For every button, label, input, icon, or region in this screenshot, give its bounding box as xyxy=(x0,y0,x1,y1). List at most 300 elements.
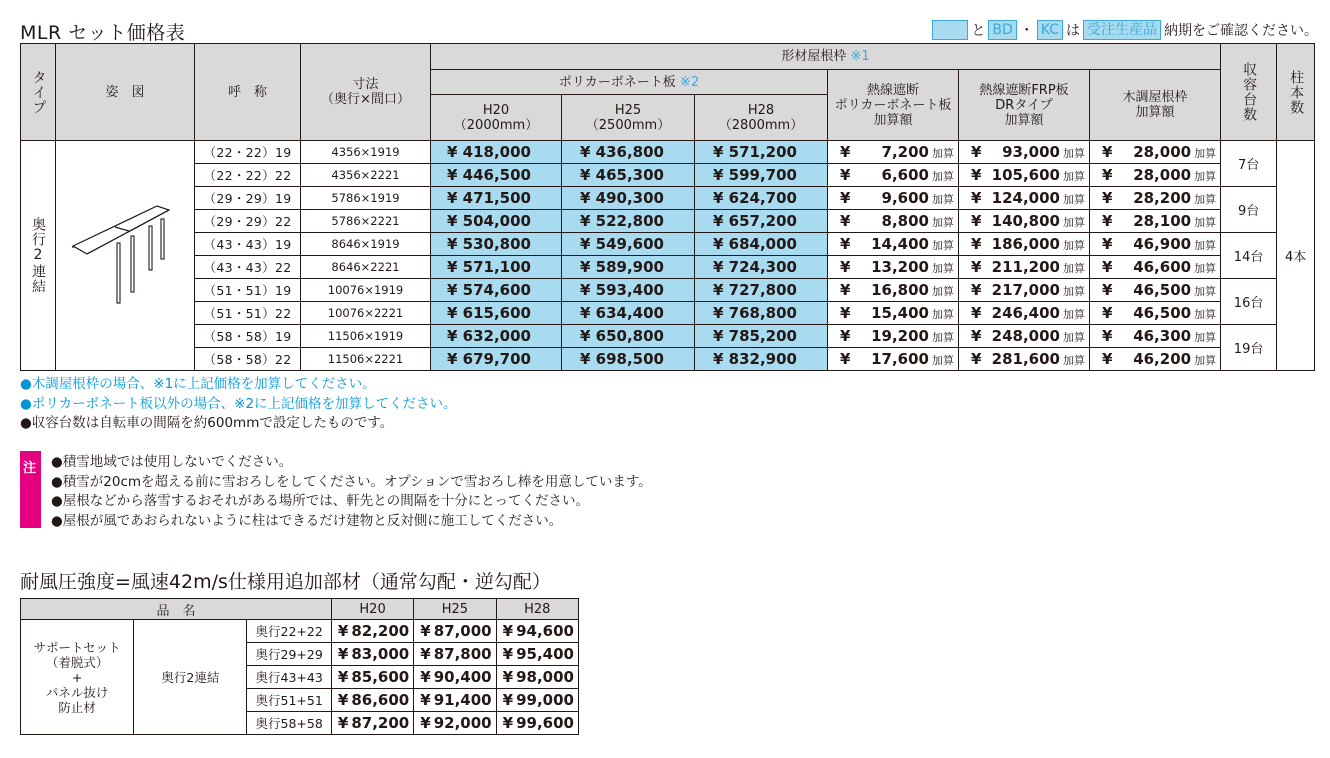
add-frp xyxy=(959,187,1090,210)
add-value: 281,600 xyxy=(991,350,1060,368)
price-h20 xyxy=(431,233,562,256)
dimension: 11506×1919 xyxy=(301,325,431,348)
price-value: 727,800 xyxy=(728,281,797,299)
add-unit: 加算 xyxy=(932,262,954,275)
add-unit: 加算 xyxy=(1194,285,1217,298)
price-value: 490,300 xyxy=(595,189,664,207)
yen-sign: ¥ xyxy=(713,166,724,184)
table-row xyxy=(21,187,1315,210)
yen-sign: ¥ xyxy=(713,235,724,253)
add-value: 46,200 xyxy=(1133,350,1192,368)
yen-sign: ¥ xyxy=(580,235,591,253)
add-unit: 加算 xyxy=(1063,170,1085,183)
yen-sign: ¥ xyxy=(840,189,851,207)
add-unit: 加算 xyxy=(932,216,954,229)
add-value: 93,000 xyxy=(1002,143,1060,161)
yen-sign: ¥ xyxy=(713,212,724,230)
item-name-line: サポートセット xyxy=(33,639,121,655)
order-tag: 受注生産品 xyxy=(1083,20,1161,40)
price-h20 xyxy=(431,164,562,187)
sub-header-item: 品 名 xyxy=(21,599,332,620)
price-h28 xyxy=(695,348,828,371)
yen-sign: ¥ xyxy=(420,691,431,709)
depth-cell: 奥行43+43 xyxy=(247,666,331,689)
add-value: 14,400 xyxy=(871,235,929,253)
sub-price-h25 xyxy=(414,620,496,643)
yen-sign: ¥ xyxy=(1102,143,1113,161)
yen-sign: ¥ xyxy=(971,189,982,207)
add-unit: 加算 xyxy=(932,354,954,367)
header-name: 呼 称 xyxy=(195,44,301,141)
price-value: 615,600 xyxy=(462,304,531,322)
yen-sign: ¥ xyxy=(337,714,349,732)
add-wood xyxy=(1090,141,1221,164)
item-name-line: （着脱式） xyxy=(45,654,109,670)
price-value: 471,500 xyxy=(462,189,531,207)
add-frp xyxy=(959,279,1090,302)
price-h28 xyxy=(695,279,828,302)
price-h28 xyxy=(695,302,828,325)
add-value: 248,000 xyxy=(991,327,1060,345)
add-frp xyxy=(959,256,1090,279)
add-value: 140,800 xyxy=(991,212,1060,230)
add-value: 6,600 xyxy=(881,166,929,184)
item-name-line: 防止材 xyxy=(58,699,96,715)
header-frp: 熱線遮断FRP板 DRタイプ 加算額 xyxy=(959,70,1090,141)
note-line: ●ポリカーボネート板以外の場合、※2に上記価格を加算してください。 xyxy=(20,395,457,412)
page-title: MLR セット価格表 xyxy=(20,22,186,44)
price-value: 92,000 xyxy=(433,714,492,732)
add-unit: 加算 xyxy=(1063,308,1085,321)
yen-sign: ¥ xyxy=(840,281,851,299)
add-frp xyxy=(959,210,1090,233)
add-heat xyxy=(828,279,959,302)
yen-sign: ¥ xyxy=(971,143,982,161)
table-row xyxy=(21,164,1315,187)
add-value: 46,500 xyxy=(1133,304,1192,322)
model-code: （58・58）19 xyxy=(195,325,301,348)
price-value: 593,400 xyxy=(595,281,664,299)
yen-sign: ¥ xyxy=(840,350,851,368)
yen-sign: ¥ xyxy=(840,258,851,276)
price-value: 832,900 xyxy=(728,350,797,368)
price-table xyxy=(20,43,1315,371)
add-unit: 加算 xyxy=(1194,147,1217,160)
yen-sign: ¥ xyxy=(713,143,724,161)
caution-badge: 注 xyxy=(20,451,41,528)
price-h28 xyxy=(695,187,828,210)
price-value: 522,800 xyxy=(595,212,664,230)
add-unit: 加算 xyxy=(932,239,954,252)
price-value: 571,100 xyxy=(462,258,531,276)
add-heat xyxy=(828,325,959,348)
add-wood xyxy=(1090,187,1221,210)
add-wood xyxy=(1090,256,1221,279)
price-value: 632,000 xyxy=(462,327,531,345)
yen-sign: ¥ xyxy=(1102,212,1113,230)
yen-sign: ¥ xyxy=(840,143,851,161)
yen-sign: ¥ xyxy=(840,235,851,253)
price-value: 87,200 xyxy=(351,714,410,732)
price-h28 xyxy=(695,256,828,279)
table-row xyxy=(21,233,1315,256)
header-h20: H20 （2000mm） xyxy=(431,95,562,141)
add-frp xyxy=(959,348,1090,371)
yen-sign: ¥ xyxy=(502,622,514,640)
header-poly: ポリカーボネート板 ※2 xyxy=(431,70,828,95)
sub-price-h25 xyxy=(414,712,496,735)
caution-line: ●積雪が20cmを超える前に雪おろしをしてください。オプションで雪おろし棒を用意しています。 xyxy=(51,473,652,490)
yen-sign: ¥ xyxy=(971,304,982,322)
bd-tag: BD xyxy=(988,20,1016,40)
price-h25 xyxy=(562,348,695,371)
yen-sign: ¥ xyxy=(1102,281,1113,299)
sub-price-h20 xyxy=(331,620,413,643)
add-value: 105,600 xyxy=(991,166,1060,184)
table-row xyxy=(21,210,1315,233)
price-h28 xyxy=(695,325,828,348)
price-value: 504,000 xyxy=(462,212,531,230)
add-value: 246,400 xyxy=(991,304,1060,322)
add-unit: 加算 xyxy=(1063,193,1085,206)
price-h28 xyxy=(695,164,828,187)
add-unit: 加算 xyxy=(1063,331,1085,344)
add-unit: 加算 xyxy=(932,331,954,344)
sub-price-h28 xyxy=(496,666,578,689)
price-h25 xyxy=(562,210,695,233)
add-value: 46,500 xyxy=(1133,281,1192,299)
add-frp xyxy=(959,325,1090,348)
add-unit: 加算 xyxy=(1063,262,1085,275)
price-h20 xyxy=(431,325,562,348)
price-value: 624,700 xyxy=(728,189,797,207)
add-value: 46,900 xyxy=(1133,235,1192,253)
sub-price-h28 xyxy=(496,620,578,643)
add-unit: 加算 xyxy=(1063,147,1085,160)
dimension: 10076×2221 xyxy=(301,302,431,325)
add-unit: 加算 xyxy=(1194,308,1217,321)
yen-sign: ¥ xyxy=(420,668,431,686)
yen-sign: ¥ xyxy=(337,668,349,686)
add-unit: 加算 xyxy=(1194,331,1217,344)
yen-sign: ¥ xyxy=(840,304,851,322)
yen-sign: ¥ xyxy=(580,143,591,161)
legend-dot: ・ xyxy=(1019,23,1034,39)
model-code: （51・51）22 xyxy=(195,302,301,325)
add-unit: 加算 xyxy=(932,147,954,160)
add-value: 211,200 xyxy=(991,258,1060,276)
note-line: ●収容台数は自転車の間隔を約600mmで設定したものです。 xyxy=(20,415,394,431)
yen-sign: ¥ xyxy=(502,645,514,663)
yen-sign: ¥ xyxy=(971,350,982,368)
sub-price-h20 xyxy=(331,666,413,689)
yen-sign: ¥ xyxy=(971,327,982,345)
section2-title: 耐風圧強度=風速42m/s仕様用追加部材（通常勾配・逆勾配） xyxy=(20,571,551,593)
header-h25: H25 （2500mm） xyxy=(562,95,695,141)
sub-header-h25: H25 xyxy=(414,599,496,620)
yen-sign: ¥ xyxy=(580,304,591,322)
add-value: 13,200 xyxy=(871,258,929,276)
price-value: 465,300 xyxy=(595,166,664,184)
price-h28 xyxy=(695,210,828,233)
add-heat xyxy=(828,348,959,371)
sub-price-h28 xyxy=(496,689,578,712)
header-capacity: 収容台数 xyxy=(1221,44,1277,141)
header-frame: 形材屋根枠 ※1 xyxy=(431,44,1221,70)
price-h25 xyxy=(562,302,695,325)
pillars-cell: 4本 xyxy=(1277,141,1315,371)
add-heat xyxy=(828,141,959,164)
model-code: （43・43）22 xyxy=(195,256,301,279)
add-unit: 加算 xyxy=(932,170,954,183)
yen-sign: ¥ xyxy=(447,212,458,230)
yen-sign: ¥ xyxy=(971,212,982,230)
price-value: 85,600 xyxy=(351,668,410,686)
note-line: ●木調屋根枠の場合、※1に上記価格を加算してください。 xyxy=(20,376,376,392)
add-heat xyxy=(828,210,959,233)
yen-sign: ¥ xyxy=(1102,304,1113,322)
yen-sign: ¥ xyxy=(971,258,982,276)
add-value: 28,100 xyxy=(1133,212,1192,230)
price-h20 xyxy=(431,141,562,164)
highlight-swatch xyxy=(932,20,968,40)
add-value: 7,200 xyxy=(881,143,929,161)
add-heat xyxy=(828,256,959,279)
yen-sign: ¥ xyxy=(580,327,591,345)
yen-sign: ¥ xyxy=(447,258,458,276)
add-unit: 加算 xyxy=(932,193,954,206)
yen-sign: ¥ xyxy=(580,189,591,207)
yen-sign: ¥ xyxy=(713,350,724,368)
add-frp xyxy=(959,233,1090,256)
sub-header-h20: H20 xyxy=(331,599,413,620)
yen-sign: ¥ xyxy=(840,327,851,345)
price-h20 xyxy=(431,187,562,210)
item-name-line: + xyxy=(71,669,83,685)
legend-and: と xyxy=(971,23,986,39)
yen-sign: ¥ xyxy=(447,235,458,253)
capacity-cell: 19台 xyxy=(1221,325,1277,371)
price-value: 86,600 xyxy=(351,691,410,709)
yen-sign: ¥ xyxy=(447,189,458,207)
depth-cell: 奥行22+22 xyxy=(247,620,331,643)
yen-sign: ¥ xyxy=(337,691,349,709)
add-unit: 加算 xyxy=(1063,216,1085,229)
caution-line: ●積雪地域では使用しないでください。 xyxy=(51,454,293,470)
price-value: 530,800 xyxy=(462,235,531,253)
legend-wa: は xyxy=(1066,23,1080,39)
caution-line: ●屋根などから落雪するおそれがある場所では、軒先との間隔を十分にとってください。 xyxy=(51,493,590,509)
price-value: 436,800 xyxy=(595,143,664,161)
price-value: 99,000 xyxy=(516,691,574,709)
price-value: 599,700 xyxy=(728,166,797,184)
yen-sign: ¥ xyxy=(713,258,724,276)
yen-sign: ¥ xyxy=(713,304,724,322)
price-value: 684,000 xyxy=(728,235,797,253)
legend-confirm: 納期をご確認ください。 xyxy=(1164,23,1318,39)
add-value: 15,400 xyxy=(871,304,929,322)
price-value: 94,600 xyxy=(516,622,574,640)
price-value: 99,600 xyxy=(516,714,574,732)
capacity-cell: 16台 xyxy=(1221,279,1277,325)
add-wood xyxy=(1090,164,1221,187)
model-code: （51・51）19 xyxy=(195,279,301,302)
price-value: 87,800 xyxy=(433,645,492,663)
carport-figure xyxy=(56,141,195,371)
price-h20 xyxy=(431,256,562,279)
header-size: 寸法 （奥行×間口） xyxy=(301,44,431,141)
price-value: 82,200 xyxy=(351,622,410,640)
capacity-cell: 7台 xyxy=(1221,141,1277,187)
add-heat xyxy=(828,164,959,187)
add-unit: 加算 xyxy=(1063,239,1085,252)
add-wood xyxy=(1090,348,1221,371)
type-cell xyxy=(21,141,56,371)
price-h28 xyxy=(695,233,828,256)
price-h25 xyxy=(562,164,695,187)
sub-price-h20 xyxy=(331,689,413,712)
sub-price-h28 xyxy=(496,643,578,666)
model-code: （58・58）22 xyxy=(195,348,301,371)
price-h20 xyxy=(431,348,562,371)
price-value: 724,300 xyxy=(728,258,797,276)
price-h28 xyxy=(695,141,828,164)
add-value: 8,800 xyxy=(881,212,929,230)
notes xyxy=(20,375,457,434)
yen-sign: ¥ xyxy=(420,645,431,663)
price-value: 634,400 xyxy=(595,304,664,322)
add-value: 16,800 xyxy=(871,281,929,299)
add-value: 186,000 xyxy=(991,235,1060,253)
price-value: 571,200 xyxy=(728,143,797,161)
price-value: 87,000 xyxy=(433,622,492,640)
yen-sign: ¥ xyxy=(1102,258,1113,276)
yen-sign: ¥ xyxy=(1102,235,1113,253)
yen-sign: ¥ xyxy=(713,189,724,207)
yen-sign: ¥ xyxy=(840,166,851,184)
yen-sign: ¥ xyxy=(580,166,591,184)
price-value: 90,400 xyxy=(433,668,492,686)
yen-sign: ¥ xyxy=(1102,189,1113,207)
yen-sign: ¥ xyxy=(840,212,851,230)
capacity-cell: 9台 xyxy=(1221,187,1277,233)
depth-cell: 奥行58+58 xyxy=(247,712,331,735)
add-unit: 加算 xyxy=(1194,170,1217,183)
dimension: 8646×1919 xyxy=(301,233,431,256)
yen-sign: ¥ xyxy=(447,350,458,368)
sub-header-h28: H28 xyxy=(496,599,578,620)
add-heat xyxy=(828,302,959,325)
price-h25 xyxy=(562,256,695,279)
capacity-cell: 14台 xyxy=(1221,233,1277,279)
caution-line: ●屋根が風であおられないように柱はできるだけ建物と反対側に施工してください。 xyxy=(51,512,563,529)
yen-sign: ¥ xyxy=(447,143,458,161)
add-wood xyxy=(1090,325,1221,348)
price-h25 xyxy=(562,233,695,256)
yen-sign: ¥ xyxy=(580,258,591,276)
price-value: 650,800 xyxy=(595,327,664,345)
item-name-line: パネル抜け xyxy=(45,684,109,700)
price-value: 418,000 xyxy=(462,143,531,161)
add-unit: 加算 xyxy=(1194,262,1217,275)
dimension: 8646×2221 xyxy=(301,256,431,279)
header-type: タイプ xyxy=(21,44,56,141)
yen-sign: ¥ xyxy=(580,212,591,230)
add-unit: 加算 xyxy=(932,308,954,321)
yen-sign: ¥ xyxy=(971,235,982,253)
sub-price-h20 xyxy=(331,712,413,735)
dimension: 11506×2221 xyxy=(301,348,431,371)
item-type-cell: 奥行2連結 xyxy=(134,620,247,735)
header-h28: H28 （2800mm） xyxy=(695,95,828,141)
model-code: （43・43）19 xyxy=(195,233,301,256)
price-value: 549,600 xyxy=(595,235,664,253)
price-h25 xyxy=(562,325,695,348)
price-h25 xyxy=(562,141,695,164)
sub-price-h25 xyxy=(414,666,496,689)
yen-sign: ¥ xyxy=(447,304,458,322)
model-code: （22・22）19 xyxy=(195,141,301,164)
price-h20 xyxy=(431,279,562,302)
add-unit: 加算 xyxy=(932,285,954,298)
price-h20 xyxy=(431,302,562,325)
model-code: （22・22）22 xyxy=(195,164,301,187)
header-heat: 熱線遮断 ポリカーボネート板 加算額 xyxy=(828,70,959,141)
add-wood xyxy=(1090,233,1221,256)
add-unit: 加算 xyxy=(1194,239,1217,252)
dimension: 4356×1919 xyxy=(301,141,431,164)
price-value: 83,000 xyxy=(351,645,410,663)
table-row xyxy=(21,279,1315,302)
yen-sign: ¥ xyxy=(337,622,349,640)
table-row xyxy=(21,620,579,643)
depth-cell: 奥行29+29 xyxy=(247,643,331,666)
price-value: 679,700 xyxy=(462,350,531,368)
yen-sign: ¥ xyxy=(502,668,514,686)
yen-sign: ¥ xyxy=(447,166,458,184)
header-wood: 木調屋根枠 加算額 xyxy=(1090,70,1221,141)
kc-tag: KC xyxy=(1037,20,1063,40)
yen-sign: ¥ xyxy=(420,622,431,640)
depth-cell: 奥行51+51 xyxy=(247,689,331,712)
add-value: 28,000 xyxy=(1133,166,1192,184)
model-code: （29・29）19 xyxy=(195,187,301,210)
header-figure: 姿 図 xyxy=(56,44,195,141)
add-frp xyxy=(959,302,1090,325)
yen-sign: ¥ xyxy=(502,714,514,732)
legend xyxy=(932,20,1318,40)
yen-sign: ¥ xyxy=(713,281,724,299)
header-pillars: 柱本数 xyxy=(1277,44,1315,141)
add-wood xyxy=(1090,210,1221,233)
type-label: 奥行2連結 xyxy=(30,217,46,294)
wind-parts-table xyxy=(20,598,579,735)
table-row xyxy=(21,348,1315,371)
dimension: 5786×2221 xyxy=(301,210,431,233)
add-value: 17,600 xyxy=(871,350,929,368)
yen-sign: ¥ xyxy=(971,281,982,299)
table-row xyxy=(21,141,1315,164)
sub-price-h28 xyxy=(496,712,578,735)
yen-sign: ¥ xyxy=(1102,327,1113,345)
add-frp xyxy=(959,164,1090,187)
yen-sign: ¥ xyxy=(580,350,591,368)
yen-sign: ¥ xyxy=(1102,350,1113,368)
add-value: 9,600 xyxy=(881,189,929,207)
price-h25 xyxy=(562,187,695,210)
price-value: 91,400 xyxy=(433,691,492,709)
add-value: 19,200 xyxy=(871,327,929,345)
